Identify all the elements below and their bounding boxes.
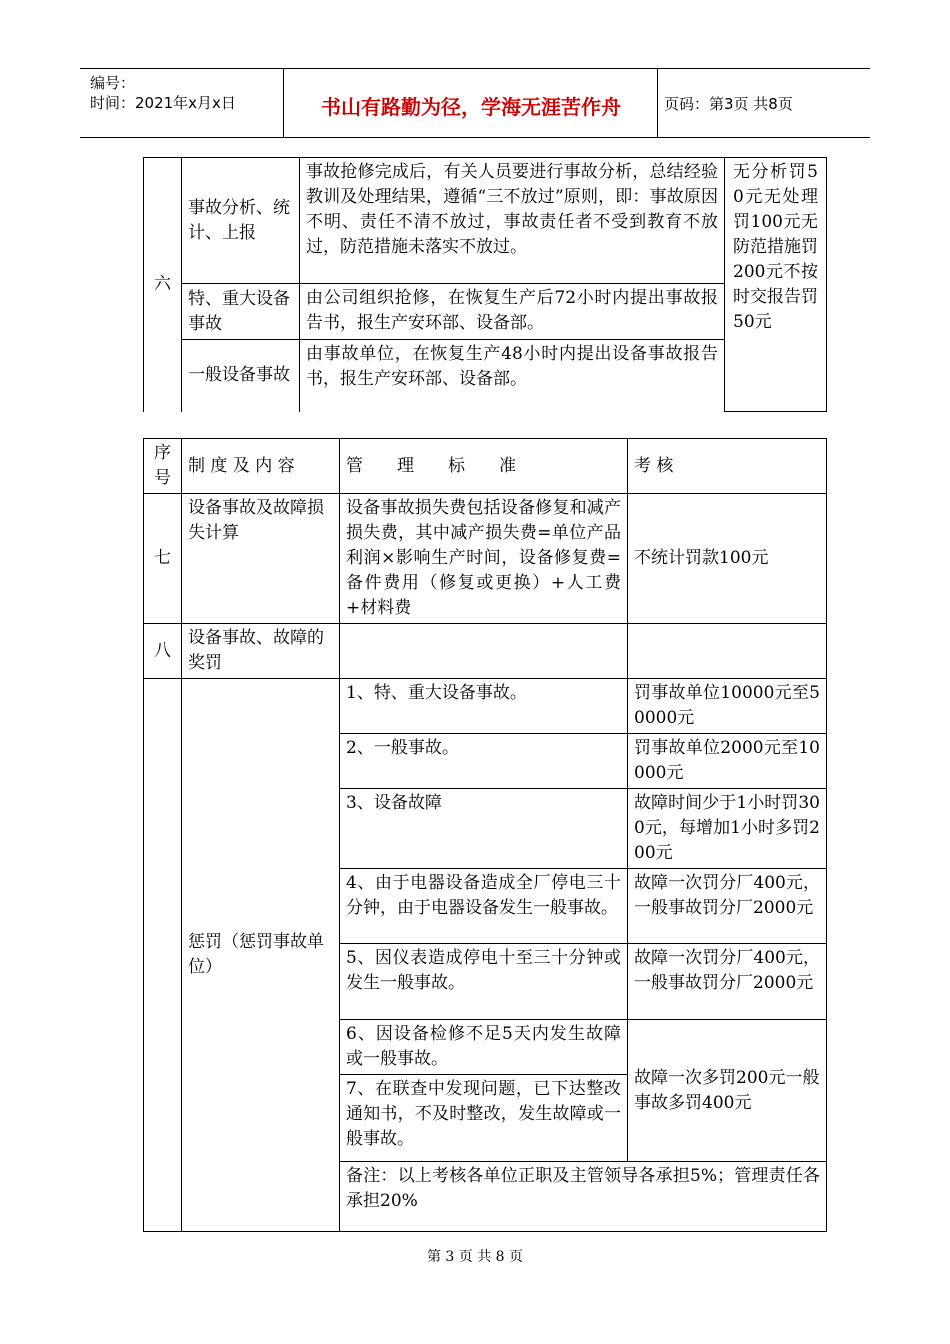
- penalty-assessment: 故障一次多罚200元一般事故多罚400元: [628, 1020, 827, 1162]
- penalty-assessment: 故障一次罚分厂400元，一般事故罚分厂2000元: [628, 944, 827, 1020]
- assessment-cell: 无分析罚50元无处理罚100元无防范措施罚200元不按时交报告罚50元: [725, 158, 827, 412]
- row-number: 八: [144, 624, 182, 679]
- page-header: [80, 68, 870, 138]
- penalty-assessment: 罚事故单位10000元至50000元: [628, 679, 827, 734]
- row-number: 七: [144, 494, 182, 624]
- header-meta: [90, 73, 236, 113]
- standard-cell: 事故抢修完成后，有关人员要进行事故分析，总结经验教训及处理结果，遵循“三不放过”原则，即：事故原因不明、责任不清不放过，事故责任者不受到教育不放过，防范措施未落实不放过。: [300, 158, 725, 284]
- header-assessment: 考 核: [628, 439, 827, 494]
- item-cell: 事故分析、统计、上报: [182, 158, 300, 284]
- section-six-table: [143, 157, 827, 412]
- section-number: 六: [144, 158, 182, 412]
- empty-cell: [340, 624, 628, 679]
- item-cell: 设备事故、故障的奖罚: [182, 624, 340, 679]
- penalty-standard: 4、由于电器设备造成全厂停电三十分钟，由于电器设备发生一般事故。: [340, 869, 628, 944]
- penalty-standard: 1、特、重大设备事故。: [340, 679, 628, 734]
- standard-cell: 由公司组织抢修，在恢复生产后72小时内提出事故报告书，报生产安环部、设备部。: [300, 284, 725, 340]
- penalty-standard: 7、在联查中发现问题，已下达整改通知书，不及时整改，发生故障或一般事故。: [340, 1075, 628, 1162]
- penalty-standard: 3、设备故障: [340, 789, 628, 869]
- penalty-assessment: 罚事故单位2000元至10000元: [628, 734, 827, 789]
- rules-table: [143, 438, 827, 1232]
- penalty-assessment: 故障一次罚分厂400元，一般事故罚分厂2000元: [628, 869, 827, 944]
- item-cell: 设备事故及故障损失计算: [182, 494, 340, 624]
- empty-number-cell: [144, 679, 182, 1232]
- penalty-standard: 5、因仪表造成停电十至三十分钟或发生一般事故。: [340, 944, 628, 1020]
- penalty-standard: 2、一般事故。: [340, 734, 628, 789]
- standard-cell: 设备事故损失费包括设备修复和减产损失费，其中减产损失费=单位产品利润×影响生产时间，设备修复费=备件费用（修复或更换）+人工费+材料费: [340, 494, 628, 624]
- item-cell: 特、重大设备事故: [182, 284, 300, 340]
- header-page-info: 页码：第3页 共8页: [664, 95, 793, 113]
- page-footer: 第 3 页 共 8 页: [426, 1249, 524, 1265]
- code-label: 编号：: [90, 74, 136, 92]
- penalty-note: 备注：以上考核各单位正职及主管领导各承担5%；管理责任各承担20%: [340, 1162, 827, 1232]
- date-label: 时间：2021年x月x日: [90, 94, 236, 112]
- penalty-item: 惩罚（惩罚事故单位）: [182, 679, 340, 1232]
- header-item: 制 度 及 内 容: [182, 439, 340, 494]
- standard-cell: 由事故单位，在恢复生产48小时内提出设备事故报告书，报生产安环部、设备部。: [300, 340, 725, 412]
- header-motto: 书山有路勤为径，学海无涯苦作舟: [321, 95, 621, 119]
- item-cell: 一般设备事故: [182, 340, 300, 412]
- penalty-assessment: 故障时间少于1小时罚300元，每增加1小时多罚200元: [628, 789, 827, 869]
- penalty-standard: 6、因设备检修不足5天内发生故障或一般事故。: [340, 1020, 628, 1075]
- header-number: 序号: [144, 439, 182, 494]
- header-standard: 管 理 标 准: [340, 439, 628, 494]
- empty-cell: [628, 624, 827, 679]
- assessment-cell: 不统计罚款100元: [628, 494, 827, 624]
- header-divider: [657, 69, 658, 137]
